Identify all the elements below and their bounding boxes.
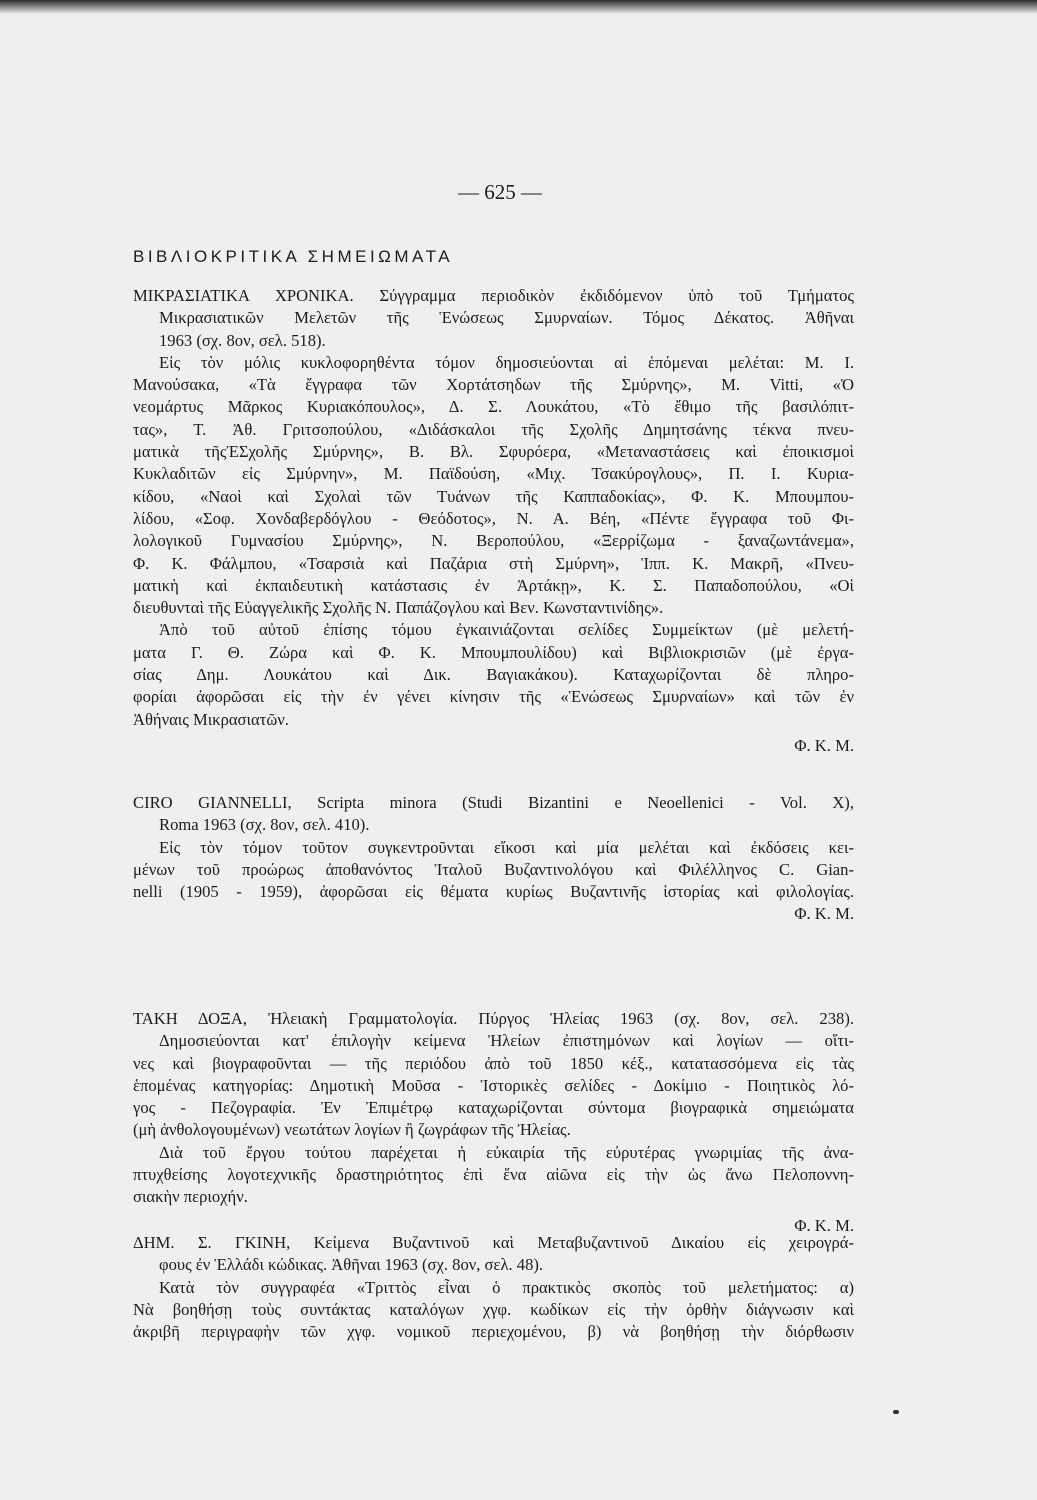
text-line: Νὰ βοηθήσῃ τοὺς συντάκτας καταλόγων χγφ. κωδίκων εἰς τὴν ὀρθὴν διάγνωσιν καὶ	[133, 1299, 854, 1319]
entry-heading: CIRO GIANNELLI, Scripta minora (Studi Bizantini e Neoellenici - Vol. X),	[133, 793, 854, 812]
ink-speck	[893, 1410, 899, 1414]
text-line: ἑπομένας κατηγορίας: Δημοτικὴ Μοῦσα - Ἱστορικὲς σελίδες - Δοκίμιο - Ποιητικὸς λό-	[133, 1075, 854, 1095]
text-line: Δημοσιεύονται κατ' ἐπιλογὴν κείμενα Ἠλείων ἐπιστημόνων καὶ λογίων — οἵτι-	[159, 1031, 854, 1051]
text-line: φορίαι ἀφορῶσαι εἰς τὴν ἐν γένει κίνησιν τῆς «Ἑνώσεως Σμυρναίων» καὶ τῶν ἐν	[133, 687, 854, 707]
entry-heading: ΜΙΚΡΑΣΙΑΤΙΚΑ ΧΡΟΝΙΚΑ. Σύγγραμμα περιοδικὸν ἐκδιδόμενον ὑπὸ τοῦ Τμήματος	[133, 286, 854, 305]
reviewer-initials: Φ. Κ. Μ.	[794, 904, 854, 924]
text-line: (μὴ ἀνθολογουμένων) νεωτάτων λογίων ἢ ζωγράφων τῆς Ἠλείας.	[133, 1120, 571, 1140]
text-line: ἀκριβῆ περιγραφὴν τῶν χγφ. νομικοῦ περιεχομένου, β) νὰ βοηθήσῃ τὴν διόρθωσιν	[133, 1322, 854, 1342]
text-line: πτυχθείσης λογοτεχνικῆς δραστηριότητος ἐπὶ ἕνα αἰῶνα εἰς τὴν ὡς ἄνω Πελοποννη-	[133, 1165, 854, 1185]
scan-edge	[0, 0, 1037, 14]
text-line: ματικὴ καὶ ἐκπαιδευτικὴ κατάστασις ἐν Ἀρτάκῃ», Κ. Σ. Παπαδοπούλου, «Οἱ	[133, 575, 854, 595]
text-line: λίδου, «Σοφ. Χονδαβερδόγλου - Θεόδοτος», Ν. Α. Βέη, «Πέντε ἔγγραφα τοῦ Φι-	[133, 508, 854, 528]
reviewer-initials: Φ. Κ. Μ.	[794, 735, 854, 755]
text-line: ματικὰ τῆςἘΣχολῆς Σμύρνης», Β. Βλ. Σφυρόερα, «Μεταναστάσεις καὶ ἐποικισμοὶ	[133, 442, 854, 462]
section-title: ΒΙΒΛΙΟΚΡΙΤΙΚΑ ΣΗΜΕΙΩΜΑΤΑ	[133, 247, 454, 266]
text-line: nelli (1905 - 1959), ἀφορῶσαι εἰς θέματα κυρίως Βυζαντινῆς ἱστορίας καὶ φιλολογίας.	[133, 882, 854, 902]
text-line: Κυκλαδιτῶν εἰς Σμύρνην», Μ. Παϊδούση, «Μιχ. Τσακύρογλους», Π. Ι. Κυρια-	[133, 464, 854, 484]
text-line: τας», Τ. Ἀθ. Γριτσοπούλου, «Διδάσκαλοι τῆς Σχολῆς Δημητσάνης τέκνα πνευ-	[133, 419, 854, 439]
text-line: νες καὶ βιογραφοῦνται — τῆς περιόδου ἀπὸ τοῦ 1850 κέξ., κατατασσόμενα εἰς τὰς	[133, 1053, 854, 1073]
text-line: μένων τοῦ προώρως ἀποθανόντος Ἰταλοῦ Βυζαντινολόγου καὶ Φιλέλληνος C. Gian-	[133, 859, 854, 879]
text-line: Εἰς τὸν μόλις κυκλοφορηθέντα τόμον δημοσιεύονται αἱ ἑπόμεναι μελέται: Μ. Ι.	[159, 352, 854, 372]
review-entry-doxa	[133, 1008, 854, 1237]
review-entry-giannelli	[133, 792, 854, 926]
text-line: σίας Δημ. Λουκάτου καὶ Δικ. Βαγιακάκου). Καταχωρίζονται δὲ πληρο-	[133, 665, 854, 685]
text-line: Μικρασιατικῶν Μελετῶν τῆς Ἑνώσεως Σμυρναίων. Τόμος Δέκατος. Ἀθῆναι	[159, 308, 854, 328]
text-line: Μανούσακα, «Τὰ ἔγγραφα τῶν Χορτάτσηδων τῆς Σμύρνης», Μ. Vitti, «Ὁ	[133, 375, 854, 395]
text-line: λολογικοῦ Γυμνασίου Σμύρνης», Ν. Βεροπούλου, «Ξερρίζωμα - ξαναζωντάνεμα»,	[133, 531, 854, 551]
text-line: φους ἐν Ἑλλάδι κώδικας. Ἀθῆναι 1963 (σχ. 8ον, σελ. 48).	[159, 1255, 544, 1275]
text-line: 1963 (σχ. 8ον, σελ. 518).	[159, 330, 326, 350]
entry-heading: ΤΑΚΗ ΔΟΞΑ, Ἠλειακὴ Γραμματολογία. Πύργος Ἠλείας 1963 (σχ. 8ον, σελ. 238).	[133, 1009, 854, 1028]
text-line: γος - Πεζογραφία. Ἐν Ἐπιμέτρῳ καταχωρίζονται σύντομα βιογραφικὰ σημειώματα	[133, 1098, 854, 1118]
text-line: Ἀπὸ τοῦ αὐτοῦ ἐπίσης τόμου ἐγκαινιάζονται σελίδες Συμμείκτων (μὲ μελετή-	[159, 620, 854, 640]
text-line: Κατὰ τὸν συγγραφέα «Τριττὸς εἶναι ὁ πρακτικὸς σκοπὸς τοῦ μελετήματος: α)	[159, 1277, 854, 1297]
text-line: διευθυνταὶ τῆς Εὐαγγελικῆς Σχολῆς Ν. Παπάζογλου καὶ Βεν. Κωνσταντινίδης».	[133, 598, 664, 618]
entry-heading: ΔΗΜ. Σ. ΓΚΙΝΗ, Κείμενα Βυζαντινοῦ καὶ Μεταβυζαντινοῦ Δικαίου εἰς χειρογρά-	[133, 1233, 854, 1252]
text-line: νεομάρτυς Μᾶρκος Κυριακόπουλος», Δ. Σ. Λουκάτου, «Τὸ ἔθιμο τῆς βασιλόπιτ-	[133, 397, 854, 417]
text-line: Διὰ τοῦ ἔργου τούτου παρέχεται ἡ εὐκαιρία τῆς εὐρυτέρας γνωριμίας τῆς ἀνα-	[159, 1142, 854, 1162]
reviewer-initials: Φ. Κ. Μ.	[794, 1215, 854, 1235]
review-entry-mikrasiatika	[133, 285, 854, 757]
text-line: Φ. Κ. Φάλμπου, «Τσαρσιὰ καὶ Παζάρια στὴ Σμύρνη», Ἱππ. Κ. Μακρῆ, «Πνευ-	[133, 553, 854, 573]
text-line: Ἀθήναις Μικρασιατῶν.	[133, 709, 289, 729]
text-line: Εἰς τὸν τόμον τοῦτον συγκεντροῦνται εἴκοσι καὶ μία μελέται καὶ ἐκδόσεις κει-	[159, 837, 854, 857]
page-number: — 625 —	[458, 180, 542, 204]
text-line: ματα Γ. Θ. Ζώρα καὶ Φ. Κ. Μπουμπουλίδου) καὶ Βιβλιοκρισιῶν (μὲ ἐργα-	[133, 642, 854, 662]
text-line: κίδου, «Ναοὶ καὶ Σχολαὶ τῶν Τυάνων τῆς Καππαδοκίας», Φ. Κ. Μπουμπου-	[133, 486, 854, 506]
review-entry-gkinis	[133, 1232, 854, 1343]
text-line: σιακὴν περιοχήν.	[133, 1187, 248, 1207]
text-line: Roma 1963 (σχ. 8ον, σελ. 410).	[159, 815, 370, 835]
